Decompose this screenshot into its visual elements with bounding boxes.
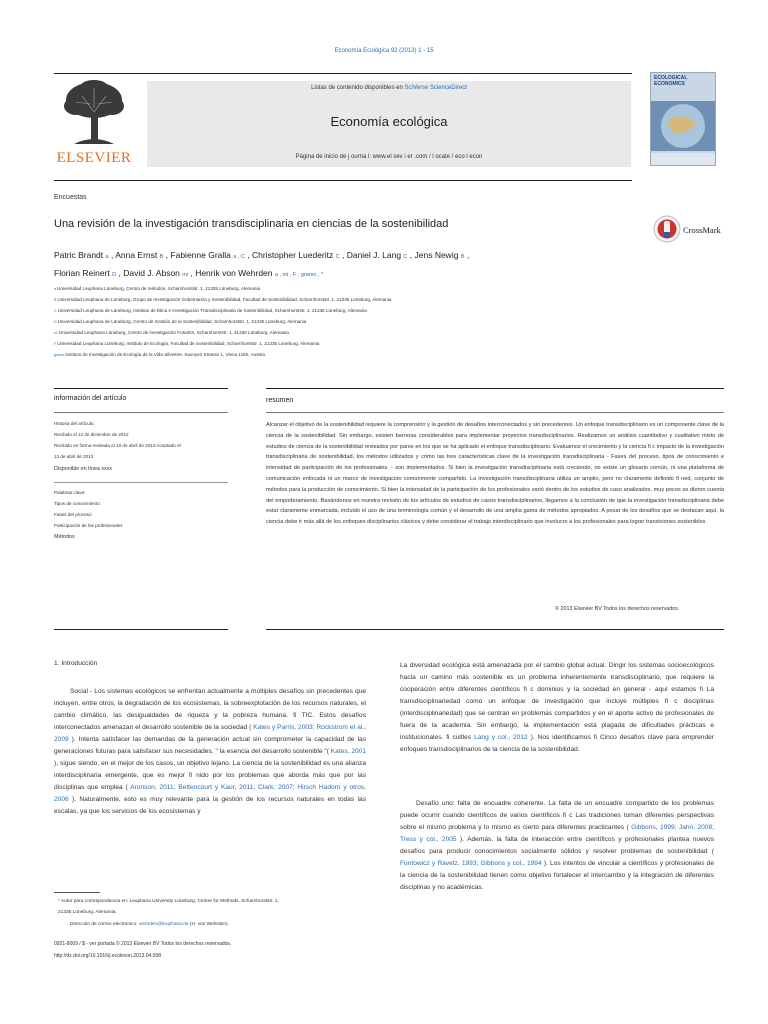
email-owner: (H. von Wehrden).: [189, 922, 229, 927]
affiliation-text: Universidad Leuphana de Lüneburg, Instituto de Ética e Investigación Transdisciplinaria de Sostenibilidad, Scharnhorststr. 1, 21335 Lüneburg, Alemania: [57, 308, 367, 313]
email-link[interactable]: wehrden@leuphana.de: [138, 922, 189, 927]
journal-cover-image: [650, 72, 716, 166]
affiliation-line: [54, 341, 319, 346]
affiliation-text: Universidad Leuphana de Lüneburg, Centro de Gestión de la Sostenibilidad, Scharnhorststr. 1, 21335 Lüneburg, Alemania: [57, 319, 307, 324]
affiliation-line: [54, 319, 306, 324]
author-affiliation-marker[interactable]: D: [112, 272, 117, 278]
keyword: Participación de los profesionales: [54, 523, 123, 528]
keywords-rule: [54, 482, 228, 483]
authors-line-1: Patric Brandt a , Anna Ernst B , Fabienne Gralla a , C , Christopher Luederitz C , Daniel J. Lang C , Jens Newig B ,: [54, 250, 470, 260]
info-top-rule: [54, 388, 228, 389]
author-name[interactable]: Anna Ernst: [115, 250, 158, 260]
received-date: Recibido el 12 de diciembre de 2012: [54, 432, 129, 437]
affiliation-line: [54, 352, 265, 357]
citation-link[interactable]: Funtowicz y Ravetz, 1993; Gibbons y col., 1994: [400, 860, 542, 867]
journal-reference[interactable]: Economía Ecológica 92 (2013) 1 - 15: [334, 48, 434, 54]
citation-link[interactable]: Kates, 2001: [330, 748, 366, 755]
affiliation-line: [54, 308, 367, 313]
paper-title: Una revisión de la investigación transdisciplinaria en ciencias de la sostenibilidad: [54, 218, 449, 230]
journal-header-box: [147, 81, 631, 167]
affiliation-letter: a: [54, 287, 56, 291]
text-run: ). Los intentos de vincular a científicos y profesionales de la ciencia de la sostenibilidad tienen como objetivo fortalecer el intercambio y la integración de diferentes disciplinas y no académicas.: [400, 860, 715, 891]
elsevier-wordmark: ELSEVIER: [56, 150, 132, 166]
abstract-sub-rule: [266, 412, 724, 413]
author-name[interactable]: Daniel J. Lang: [346, 250, 402, 260]
citation-link[interactable]: Lang y col., 2012: [474, 734, 528, 741]
affiliation-text: Universidad Leuphana Lüneburg, Centro de métodos, Scharnhorststr. 1, 21335 Lüneburg, Alemania: [57, 286, 261, 291]
affiliation-line: [54, 330, 289, 335]
abstract-copyright: © 2013 Elsevier BV Todos los derechos reservados.: [555, 606, 680, 612]
text-run: ), sigue siendo, en el mejor de los casos, un objetivo lejano. La ciencia de la sostenibilidad es una alianza interdisciplinaria emergente, que es mejor fi nido por los problemas que aborda más que por las disciplinas que emplea (: [54, 760, 366, 791]
keyword: Tipos de conocimiento: [54, 501, 100, 506]
keyword: Métodos: [54, 534, 75, 540]
text-run: ). Nos identificamos fi Cinco desafíos clave para emprender enfoques transdisciplinarios de la ciencia de la sostenibilidad.: [400, 734, 715, 753]
citation-link[interactable]: Gibbons, 1999; Jahn, 2008; Tress y col., 2005: [400, 824, 714, 843]
info-sub-rule: [54, 412, 228, 413]
affiliation-letter: F: [54, 342, 57, 346]
header-bottom-rule: [54, 180, 632, 181]
affiliation-line: [54, 297, 391, 302]
affiliation-letter: gramo: [54, 353, 65, 357]
keywords-label: Palabras clave:: [54, 490, 86, 495]
author-affiliation-marker[interactable]: B: [460, 254, 465, 260]
affiliation-text: Universidad Leuphana Lüneburg, Centro de investigación FuturES, Scharnhorststr. 1, 21335 Lüneburg, Alemania: [58, 330, 289, 335]
correspondence-footnote: * Autor para correspondencia en: Leuphana University Lüneburg, Centre for Methods, Scharnhorststr. 1,: [58, 899, 279, 904]
abstract-heading: resumen: [266, 397, 294, 404]
info-bottom-rule: [54, 629, 228, 630]
email-footnote: [70, 922, 229, 927]
affiliation-letter: B: [54, 298, 57, 302]
affiliation-text: Universidad Leuphana Lüneburg, Instituto de Ecología, Facultad de Sostenibilidad, Scharnhorststr. 1, 21335 Lüneburg, Alemania: [57, 341, 320, 346]
affiliation-letter: D: [54, 320, 57, 324]
issn-line: 0921-8009 / $ - ver portada © 2013 Elsevier BV Todos los derechos reservados.: [54, 941, 232, 947]
footnote-rule: [54, 892, 100, 893]
text-run: ). Naturalmente, esto es muy relevante para la gestión de los recursos naturales en todas las escalas, ya que los servicios de los ecosistemas y: [54, 796, 366, 815]
journal-title: Economía ecológica: [330, 114, 448, 129]
abstract-top-rule: [266, 388, 724, 389]
history-label: Historia del artículo:: [54, 421, 95, 426]
affiliation-line: [54, 286, 260, 291]
author-affiliation-marker[interactable]: mi: [182, 272, 189, 278]
intro-paragraph-left: [54, 686, 366, 818]
affiliation-text: Universidad Leuphana de Lüneburg, Grupo de Investigación Gobernanza y Sostenibilidad, Facultad de Sostenibilidad, Scharnhorststr. 1, 21335 Lüneburg, Alemania: [57, 297, 392, 302]
elsevier-tree-logo: [54, 78, 134, 148]
cover-globe-art: [651, 73, 715, 165]
text-run: La diversidad ecológica está amenazada por el cambio global actual. Dirigir los sistemas socioecológicos hacia un camino más sostenible es un problema inherentemente transdisciplinario, que requiere la cooperación entre diferentes científicos fi c dominios y la sociedad en general - aquí estamos fi La transdisciplinariedad como un enfoque de investigación que incluye múltiples fi c disciplinas (interdisciplinariedad) que se centran en problemas compartidos y en el aporte activo de profesionales de fuera de la academia. Sin embargo, la implementación está plagada de dificultades prácticas e institucionales. fi cultles: [400, 662, 714, 741]
affiliation-text: Instituto de Investigación de Ecología de la Vida Silvestre, Savoyen Strasse 1, Viena 1160, Austria: [65, 352, 265, 357]
cover-title: ECOLOGICAL ECONOMICS: [654, 75, 688, 87]
accepted-date: 13 de abril de 2013: [54, 454, 94, 459]
author-affiliation-marker[interactable]: C: [335, 254, 340, 260]
online-date: Disponible en línea xxxx: [54, 466, 113, 472]
intro-paragraph-right-1: [400, 660, 714, 756]
author-affiliation-marker[interactable]: a , mi , F , gramo , *: [274, 272, 324, 278]
intro-paragraph-right-2: [400, 798, 714, 894]
author-affiliation-marker[interactable]: a: [105, 254, 109, 260]
affiliation-letter: C: [54, 309, 57, 313]
author-affiliation-marker[interactable]: a , C: [233, 254, 245, 260]
correspondence-footnote-address: 21335 Lüneburg, Alemania.: [58, 910, 117, 915]
article-section-label: Encuestas: [54, 194, 87, 201]
abstract-text: Alcanzar el objetivo de la sostenibilidad requiere la comprensión y la gestión de desafíos interconectados y sin precedentes. Un enfoque transdisciplinario es un componente clave de la ciencia de la sostenibilidad. Sin embargo, existen barreras considerables para implementar proyectos transdisciplinarios. Realizamos un análisis cuantitativo y cualitativo mixto de estudios de ciencia de la sostenibilidad revisados por pares en los que se ha aplicado el enfoque transdisciplinario. Evaluamos el crecimiento y la ciencia fi c impacto de la investigación transdisciplinaria de sostenibilidad, los métodos utilizados y cómo las tres características clave de la investigación transdisciplinaria - Fases del proceso, tipos de conocimiento e intensidad de participación de los profesionales. - son implementados. Si bien la investigación transdisciplinaria está creciendo, no existe un glosario común, ni una plataforma de comunicación enfocada ni un marco de investigación comúnmente compartido. La investigación transdisciplinaria utiliza un amplio, pero no claramente definido fi ned, conjunto de métodos para la producción de conocimiento. Si bien la intensidad de la participación de los profesionales varió dentro de los estudios de caso analizados, muy pocos se dieron cuenta del empoderamiento. Basándonos en nuestra revisión de los artículos de estudios de casos transdisciplinarios, llegamos a la conclusión de que la investigación transdisciplinaria debe estar claramente enmarcada, incluido el uso de una terminología común y el desarrollo de una amplia gama de métodos apropiados. A pesar de los desafíos que se destacan aquí, la ciencia debe ir más allá de los enfoques disciplinarios clásicos y debe considerar el trabajo interdisciplinario que involucre a los profesionales para lograr transiciones sostenibles.: [266, 422, 724, 526]
header-top-rule: [54, 73, 632, 74]
text-run: ). Intenta satisfacer las demandas de la generación actual sin comprometer la capacidad de las generaciones futuras para satisfacer sus necesidades. " la esencia del desarrollo sostenible "(: [54, 736, 366, 755]
contents-availability: [147, 85, 631, 91]
author-name[interactable]: Christopher Luederitz: [251, 250, 334, 260]
authors-line-2: Florian Reinert D , David J. Abson mi , Henrik von Wehrden a , mi , F , gramo , *: [54, 268, 324, 278]
author-affiliation-marker[interactable]: B: [159, 254, 164, 260]
revised-date: Recibido en forma revisada el 10 de abril de 2013 Aceptado el: [54, 443, 181, 448]
text-run: Social - Los sistemas ecológicos se enfrentan actualmente a múltiples desafíos sin precedentes que incluyen, entre otros, la degradación de los ecosistemas, la sobreexplotación de los recursos naturales, el cambio climático, las desigualdades de riqueza y la pobreza humana. fi TIC. Estos desafíos interconectados amenazan el desarrollo sostenible de la sociedad (: [54, 688, 366, 731]
sciencedirect-link[interactable]: SciVerse ScienceDirect: [404, 85, 467, 91]
crossmark-label[interactable]: CrossMark: [683, 225, 721, 235]
introduction-heading: 1. Introducción: [54, 660, 98, 667]
doi-link[interactable]: http://dx.doi.org/10.1016/j.ecolecon.2013.04.008: [54, 953, 162, 959]
author-name[interactable]: David J. Abson: [123, 268, 180, 278]
journal-homepage[interactable]: Página de inicio de j ourna l: www.el sev i er .com / l ocate / eco l econ: [295, 154, 483, 160]
citation-link[interactable]: Aronson, 2011; Bettencourt y Kaur, 2011; Clark, 2007; Hirsch Hadorn y otros, 2006: [54, 784, 366, 803]
article-info-heading: información del artículo: [54, 395, 127, 402]
author-name[interactable]: Henrik von Wehrden: [195, 268, 273, 278]
citation-link[interactable]: Kates y Parris, 2003; Rockstrom et al., 2009: [54, 724, 366, 743]
text-run: ). Además, la falta de interacción entre científicos y profesionales plantea nuevos desafíos para producir conocimientos socialmente sólidos y resolver problemas de sostenibilidad (: [400, 836, 715, 855]
contents-prefix: Listas de contenido disponibles en: [311, 85, 403, 91]
affiliation-letter: mi: [54, 331, 58, 335]
abstract-bottom-rule: [266, 629, 724, 630]
crossmark-icon[interactable]: [653, 214, 681, 244]
keyword: Fases del proceso: [54, 512, 92, 517]
author-name[interactable]: Patric Brandt: [54, 250, 104, 260]
author-name[interactable]: Fabienne Gralla: [170, 250, 231, 260]
author-name[interactable]: Florian Reinert: [54, 268, 110, 278]
text-run: Desafío uno: falta de encuadre coherente. La falta de un encuadre compartido de los problemas puede ocurrir cuando científicos de varios científicos fi c Las tradiciones toman diferentes perspectivas sobre el mismo problema y lo mismo es cierto para diferentes practicantes (: [400, 800, 714, 831]
author-affiliation-marker[interactable]: C: [403, 254, 408, 260]
author-name[interactable]: Jens Newig: [414, 250, 459, 260]
email-label: Dirección de correo electrónico:: [70, 922, 138, 927]
